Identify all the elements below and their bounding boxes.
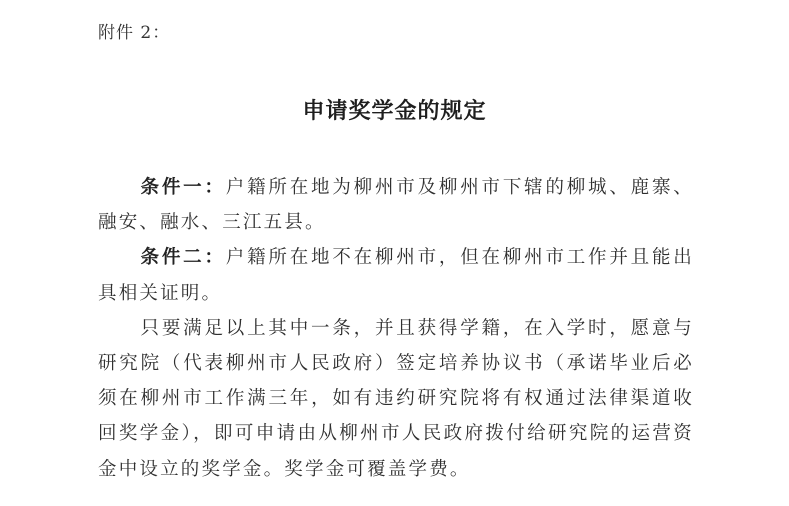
document-body	[98, 170, 694, 487]
condition-two-paragraph	[98, 240, 694, 310]
condition-one-paragraph	[98, 170, 694, 240]
condition-two-label: 条件二：	[140, 247, 226, 269]
annex-label: 附件 2：	[98, 23, 171, 43]
document-title: 申请奖学金的规定	[302, 98, 487, 124]
condition-one-label: 条件一：	[140, 177, 226, 198]
rule-paragraph: 只要满足以上其中一条，并且获得学籍，在入学时，愿意与研究院（代表柳州市人民政府）签定培养协议书（承诺毕业后必须在柳州市工作满三年，如有违约研究院将有权通过法律渠道收回奖学金），即可申请由从柳州市人民政府拨付给研究院的运营资金中设立的奖学金。奖学金可覆盖学费。	[98, 317, 694, 480]
condition-one-text: 户籍所在地为柳州市及柳州市下辖的柳城、鹿寨、融安、融水、三江五县。	[98, 177, 694, 234]
condition-two-text: 户籍所在地不在柳州市，但在柳州市工作并且能出具相关证明。	[98, 247, 694, 304]
